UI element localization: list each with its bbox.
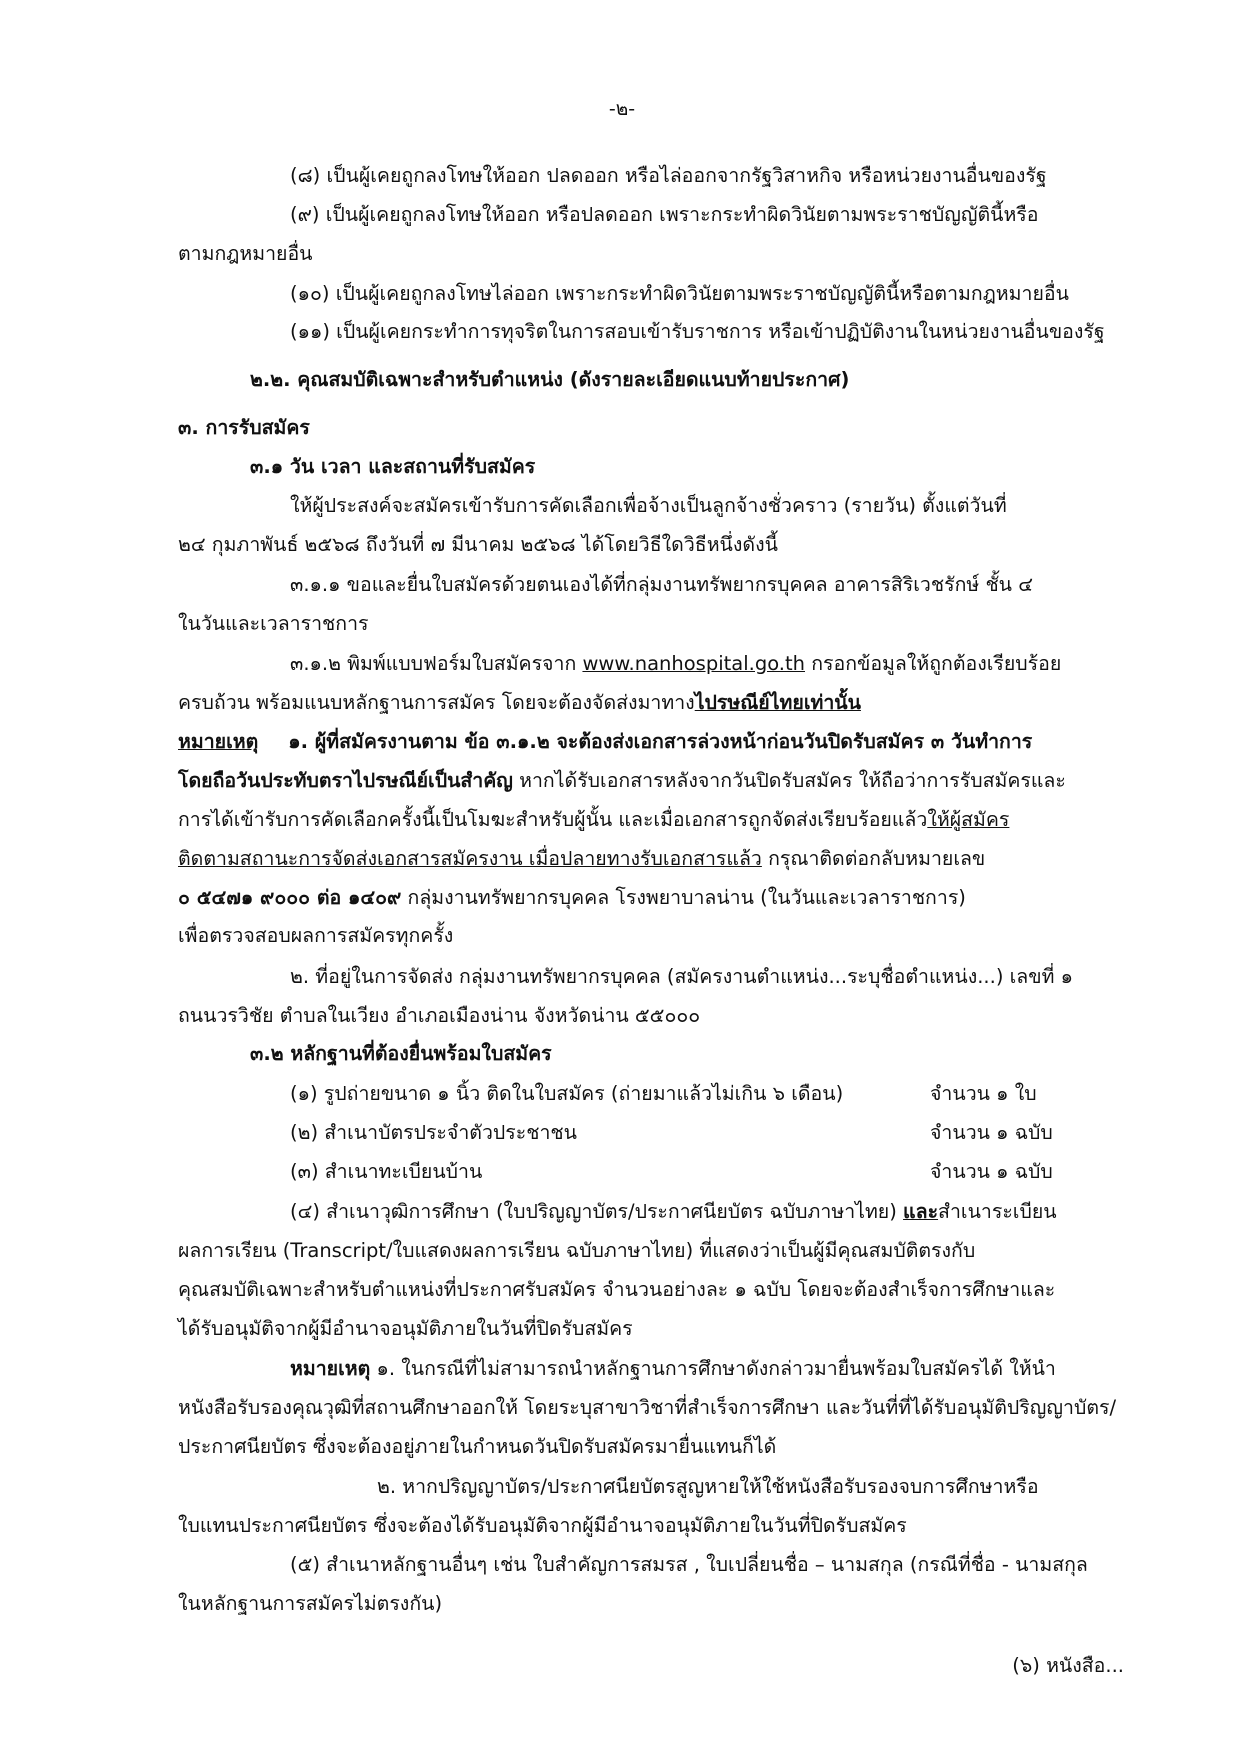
qualification-item-9: (๙) เป็นผู้เคยถูกลงโทษให้ออก หรือปลดออก เพราะกระทำผิดวินัยตามพระราชบัญญัตินี้หรือ — [290, 203, 1039, 226]
note-b-line5: ใบแทนประกาศนียบัตร ซึ่งจะต้องได้รับอนุมัติจากผู้มีอำนาจอนุมัติภายในวันที่ปิดรับสมัคร — [178, 1514, 907, 1537]
doc-item-2: (๒) สำเนาบัตรประจำตัวประชาชน — [290, 1121, 577, 1144]
paragraph-3-1-2-line1: ๓.๑.๒ พิมพ์แบบฟอร์มใบสมัครจาก www.nanhospital.go.th กรอกข้อมูลให้ถูกต้องเรียบร้อย — [290, 652, 1062, 675]
paragraph-3-1-line1: ให้ผู้ประสงค์จะสมัครเข้ารับการคัดเลือกเพื่อจ้างเป็นลูกจ้างชั่วคราว (รายวัน) ตั้งแต่วันที่ — [290, 494, 1007, 517]
doc-item-3: (๓) สำเนาทะเบียนบ้าน — [290, 1160, 483, 1183]
doc-item-2-qty: จำนวน ๑ ฉบับ — [930, 1121, 1053, 1144]
continued-marker: (๖) หนังสือ... — [1012, 1654, 1124, 1677]
note-b-line4: ๒. หากปริญญาบัตร/ประกาศนียบัตรสูญหายให้ใช้หนังสือรับรองจบการศึกษาหรือ — [377, 1475, 1039, 1498]
paragraph-3-1-1-line2: ในวันและเวลาราชการ — [178, 612, 369, 635]
section-heading-3-1: ๓.๑ วัน เวลา และสถานที่รับสมัคร — [250, 455, 536, 478]
paragraph-3-1-line2: ๒๔ กุมภาพันธ์ ๒๕๖๘ ถึงวันที่ ๗ มีนาคม ๒๕๖๘ ได้โดยวิธีใดวิธีหนึ่งดังนี้ — [178, 533, 778, 556]
thailand-post-only: ไปรษณีย์ไทยเท่านั้น — [694, 691, 861, 714]
paragraph-3-1-1-line1: ๓.๑.๑ ขอและยื่นใบสมัครด้วยตนเองได้ที่กลุ่มงานทรัพยากรบุคคล อาคารสิริเวชรักษ์ ชั้น ๔ — [290, 573, 1033, 596]
note-2-address-line2: ถนนวรวิชัย ตำบลในเวียง อำเภอเมืองน่าน จังหวัดน่าน ๕๕๐๐๐ — [178, 1004, 701, 1027]
doc-item-5-line2: ในหลักฐานการสมัครไม่ตรงกัน) — [178, 1592, 443, 1615]
doc-item-1-qty: จำนวน ๑ ใบ — [930, 1082, 1037, 1105]
section-heading-2-2: ๒.๒. คุณสมบัติเฉพาะสำหรับตำแหน่ง (ดังรายละเอียดแนบท้ายประกาศ) — [250, 368, 850, 391]
qualification-item-8: (๘) เป็นผู้เคยถูกลงโทษให้ออก ปลดออก หรือไล่ออกจากรัฐวิสาหกิจ หรือหน่วยงานอื่นของรัฐ — [290, 164, 1047, 187]
note-1-line6: เพื่อตรวจสอบผลการสมัครทุกครั้ง — [178, 924, 454, 947]
note-label: หมายเหตุ — [178, 730, 259, 753]
paragraph-3-1-2-line2: ครบถ้วน พร้อมแนบหลักฐานการสมัคร โดยจะต้องจัดส่งมาทางไปรษณีย์ไทยเท่านั้น — [178, 691, 861, 714]
section-heading-3-2: ๓.๒ หลักฐานที่ต้องยื่นพร้อมใบสมัคร — [250, 1042, 552, 1065]
doc-item-4-line3: คุณสมบัติเฉพาะสำหรับตำแหน่งที่ประกาศรับสมัคร จำนวนอย่างละ ๑ ฉบับ โดยจะต้องสำเร็จการศึกษาและ — [178, 1278, 1056, 1301]
qualification-item-10: (๑๐) เป็นผู้เคยถูกลงโทษไล่ออก เพราะกระทำผิดวินัยตามพระราชบัญญัตินี้หรือตามกฎหมายอื่น — [290, 282, 1069, 305]
note-b-line2: หนังสือรับรองคุณวุฒิที่สถานศึกษาออกให้ โดยระบุสาขาวิชาที่สำเร็จการศึกษา และวันที่ที่ได้รับอนุมัติปริญญาบัตร/ — [178, 1396, 1117, 1419]
note-b-line3: ประกาศนียบัตร ซึ่งจะต้องอยู่ภายในกำหนดวันปิดรับสมัครมายื่นแทนก็ได้ — [178, 1435, 777, 1458]
note-b-line1: หมายเหตุ ๑. ในกรณีที่ไม่สามารถนำหลักฐานการศึกษาดังกล่าวมายื่นพร้อมใบสมัครได้ ให้นำ — [290, 1357, 1056, 1380]
note-1-line3: การได้เข้ารับการคัดเลือกครั้งนี้เป็นโมฆะสำหรับผู้นั้น และเมื่อเอกสารถูกจัดส่งเรียบร้อยแล้วให้ผู้สมัคร — [178, 808, 1010, 831]
section-heading-3: ๓. การรับสมัคร — [178, 416, 310, 439]
doc-item-4-line4: ได้รับอนุมัติจากผู้มีอำนาจอนุมัติภายในวันที่ปิดรับสมัคร — [178, 1317, 633, 1340]
note-1-line5: ๐ ๕๔๗๑ ๙๐๐๐ ต่อ ๑๔๐๙ กลุ่มงานทรัพยากรบุคคล โรงพยาบาลน่าน (ในวันและเวลาราชการ) — [178, 886, 966, 909]
note-2-address-line1: ๒. ที่อยู่ในการจัดส่ง กลุ่มงานทรัพยากรบุคคล (สมัครงานตำแหน่ง...ระบุชื่อตำแหน่ง...) เลขที่ ๑ — [290, 965, 1073, 988]
doc-item-4-line2: ผลการเรียน (Transcript/ใบแสดงผลการเรียน ฉบับภาษาไทย) ที่แสดงว่าเป็นผู้มีคุณสมบัติตรงกับ — [178, 1239, 976, 1262]
qualification-item-11: (๑๑) เป็นผู้เคยกระทำการทุจริตในการสอบเข้ารับราชการ หรือเข้าปฏิบัติงานในหน่วยงานอื่นของรัฐ — [290, 320, 1105, 343]
doc-item-1: (๑) รูปถ่ายขนาด ๑ นิ้ว ติดในใบสมัคร (ถ่ายมาแล้วไม่เกิน ๖ เดือน) — [290, 1082, 844, 1105]
qualification-item-9-cont: ตามกฎหมายอื่น — [178, 242, 313, 265]
contact-phone: ๐ ๕๔๗๑ ๙๐๐๐ ต่อ ๑๔๐๙ — [178, 886, 402, 909]
doc-item-3-qty: จำนวน ๑ ฉบับ — [930, 1160, 1053, 1183]
note-label: หมายเหตุ — [290, 1357, 371, 1380]
doc-item-4-line1: (๔) สำเนาวุฒิการศึกษา (ใบปริญญาบัตร/ประกาศนียบัตร ฉบับภาษาไทย) และสำเนาระเบียน — [290, 1200, 1057, 1223]
note-1-line2: โดยถือวันประทับตราไปรษณีย์เป็นสำคัญ หากได้รับเอกสารหลังจากวันปิดรับสมัคร ให้ถือว่าการรับสมัครและ — [178, 769, 1066, 792]
website-link[interactable]: www.nanhospital.go.th — [582, 652, 805, 675]
doc-item-5-line1: (๕) สำเนาหลักฐานอื่นๆ เช่น ใบสำคัญการสมรส , ใบเปลี่ยนชื่อ – นามสกุล (กรณีที่ชื่อ - นามสกุล — [290, 1553, 1088, 1576]
note-1-line4: ติดตามสถานะการจัดส่งเอกสารสมัครงาน เมื่อปลายทางรับเอกสารแล้ว กรุณาติดต่อกลับหมายเลข — [178, 847, 986, 870]
page-number: -๒- — [608, 98, 636, 120]
note-1-line1: หมายเหตุ ๑. ผู้ที่สมัครงานตาม ข้อ ๓.๑.๒ จะต้องส่งเอกสารล่วงหน้าก่อนวันปิดรับสมัคร ๓ วันทำการ — [178, 730, 1033, 753]
